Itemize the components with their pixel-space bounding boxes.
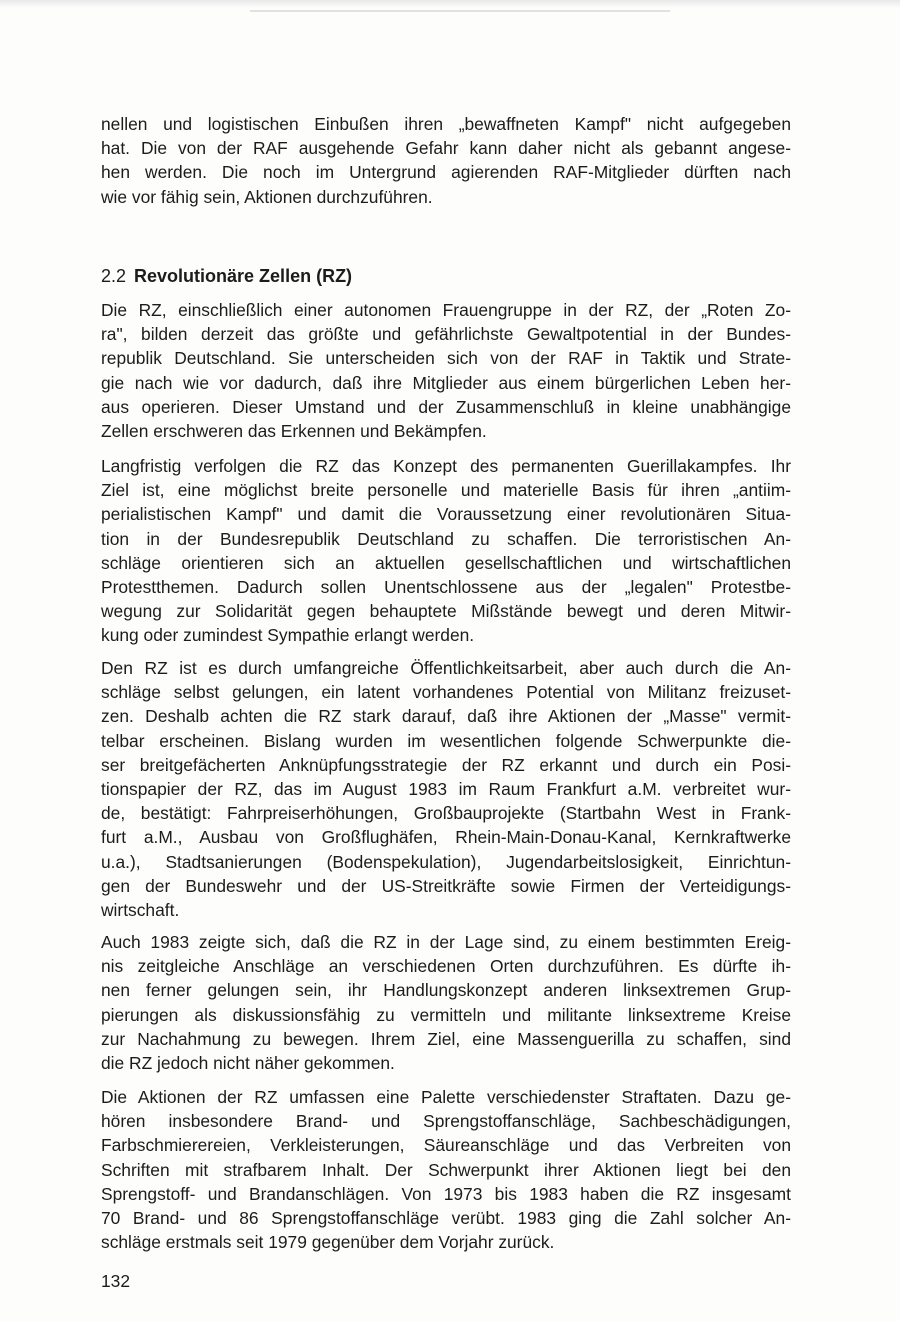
text-line: republik Deutschland. Sie unterscheiden sich von der RAF in Taktik und Strate- <box>101 348 791 369</box>
paragraph <box>101 1085 791 1254</box>
text-line: hen werden. Die noch im Untergrund agierenden RAF-Mitglieder dürften nach <box>101 162 791 183</box>
paragraph-3-block <box>101 656 791 922</box>
paragraph-2-block <box>101 454 791 648</box>
paragraph <box>101 454 791 648</box>
text-line: hören insbesondere Brand- und Sprengstoffanschläge, Sachbeschädigungen, <box>101 1111 791 1132</box>
text-line: Schriften mit strafbarem Inhalt. Der Schwerpunkt ihrer Aktionen liegt bei den <box>101 1159 791 1180</box>
text-line: hat. Die von der RAF ausgehende Gefahr kann daher nicht als gebannt angese- <box>101 138 791 159</box>
text-line: kung oder zumindest Sympathie erlangt werden. <box>101 625 475 646</box>
text-line: Sprengstoff- und Brandanschlägen. Von 1973 bis 1983 haben die RZ insgesamt <box>101 1183 791 1204</box>
text-line: Die Aktionen der RZ umfassen eine Palette verschiedenster Straftaten. Dazu ge- <box>101 1087 791 1107</box>
text-line: tion in der Bundesrepublik Deutschland zu schaffen. Die terroristischen An- <box>101 528 791 549</box>
text-line: furt a.M., Ausbau von Großflughäfen, Rhein-Main-Donau-Kanal, Kernkraftwerke <box>101 827 791 848</box>
intro-paragraph-block <box>101 112 791 209</box>
paragraph <box>101 656 791 922</box>
paragraph <box>101 298 791 443</box>
text-line: tionspapier der RZ, das im August 1983 im Raum Frankfurt a.M. verbreitet wur- <box>101 779 791 800</box>
text-line: ser breitgefächerten Anknüpfungsstrategie der RZ erkannt und durch ein Posi- <box>101 754 791 775</box>
text-line: 70 Brand- und 86 Sprengstoffanschläge verübt. 1983 ging die Zahl solcher An- <box>101 1208 791 1229</box>
text-line: die RZ jedoch nicht näher gekommen. <box>101 1053 395 1074</box>
text-line: zur Nachahmung zu bewegen. Ihrem Ziel, eine Massenguerilla zu schaffen, sind <box>101 1028 791 1049</box>
text-line: nen ferner gelungen sein, ihr Handlungskonzept anderen linksextremen Grup- <box>101 980 791 1001</box>
text-line: wirtschaft. <box>101 900 180 921</box>
text-line: aus operieren. Dieser Umstand und der Zusammenschluß in kleine unabhängige <box>101 396 791 417</box>
section-heading <box>101 264 352 288</box>
paragraph-5-block <box>101 1085 791 1254</box>
scan-edge-shadow <box>0 0 900 8</box>
paragraph-4-block <box>101 930 791 1075</box>
text-line: Auch 1983 zeigte sich, daß die RZ in der Lage sind, zu einem bestimmten Ereig- <box>101 932 791 952</box>
text-line: Ziel ist, eine möglichst breite personelle und materielle Basis für ihren „antiim- <box>101 480 791 501</box>
text-line: ra", bilden derzeit das größte und gefährlichste Gewaltpotential in der Bundes- <box>101 324 791 345</box>
paragraph <box>101 930 791 1075</box>
paragraph-1-block <box>101 298 791 443</box>
text-line: u.a.), Stadtsanierungen (Bodenspekulation), Jugendarbeitslosigkeit, Einrichtun- <box>101 851 791 872</box>
text-line: pierungen als diskussionsfähig zu vermitteln und militante linksextreme Kreise <box>101 1004 791 1025</box>
section-number: 2.2 <box>101 266 127 286</box>
text-line: nellen und logistischen Einbußen ihren „bewaffneten Kampf" nicht aufgegeben <box>101 114 791 134</box>
text-line: schläge orientieren sich an aktuellen gesellschaftlichen und wirtschaftlichen <box>101 552 791 573</box>
text-line: Farbschmierereien, Verkleisterungen, Säureanschläge und das Verbreiten von <box>101 1135 791 1156</box>
text-line: Langfristig verfolgen die RZ das Konzept des permanenten Guerillakampfes. Ihr <box>101 456 791 476</box>
scan-artifact-line <box>250 10 670 12</box>
text-line: Die RZ, einschließlich einer autonomen Frauengruppe in der RZ, der „Roten Zo- <box>101 300 791 320</box>
text-line: gie nach wie vor dadurch, daß ihre Mitglieder aus einem bürgerlichen Leben her- <box>101 372 791 393</box>
text-line: zen. Deshalb achten die RZ stark darauf, daß ihre Aktionen der „Masse" vermit- <box>101 706 791 727</box>
text-line: schläge selbst gelungen, ein latent vorhandenes Potential von Militanz freizuset- <box>101 682 791 703</box>
text-line: de, bestätigt: Fahrpreiserhöhungen, Großbauprojekte (Startbahn West in Frank- <box>101 803 791 824</box>
text-line: Den RZ ist es durch umfangreiche Öffentlichkeitsarbeit, aber auch durch die An- <box>101 658 791 678</box>
intro-paragraph <box>101 112 791 209</box>
text-line: wegung zur Solidarität gegen behauptete Mißstände bewegt und deren Mitwir- <box>101 601 791 622</box>
text-line: nis zeitgleiche Anschläge an verschiedenen Orten durchzuführen. Es dürfte ih- <box>101 956 791 977</box>
text-line: gen der Bundeswehr und der US-Streitkräfte sowie Firmen der Verteidigungs- <box>101 875 791 896</box>
section-title: Revolutionäre Zellen (RZ) <box>134 266 353 286</box>
text-line: Protestthemen. Dadurch sollen Unentschlossene aus der „legalen" Protestbe- <box>101 577 791 598</box>
page-number: 132 <box>101 1271 131 1291</box>
text-line: perialistischen Kampf" und damit die Voraussetzung einer revolutionären Situa- <box>101 504 791 525</box>
text-line: wie vor fähig sein, Aktionen durchzuführen. <box>101 186 433 207</box>
text-line: telbar erscheinen. Bislang wurden im wesentlichen folgende Schwerpunkte die- <box>101 730 791 751</box>
text-line: Zellen erschweren das Erkennen und Bekämpfen. <box>101 421 487 442</box>
text-line: schläge erstmals seit 1979 gegenüber dem Vorjahr zurück. <box>101 1232 555 1253</box>
